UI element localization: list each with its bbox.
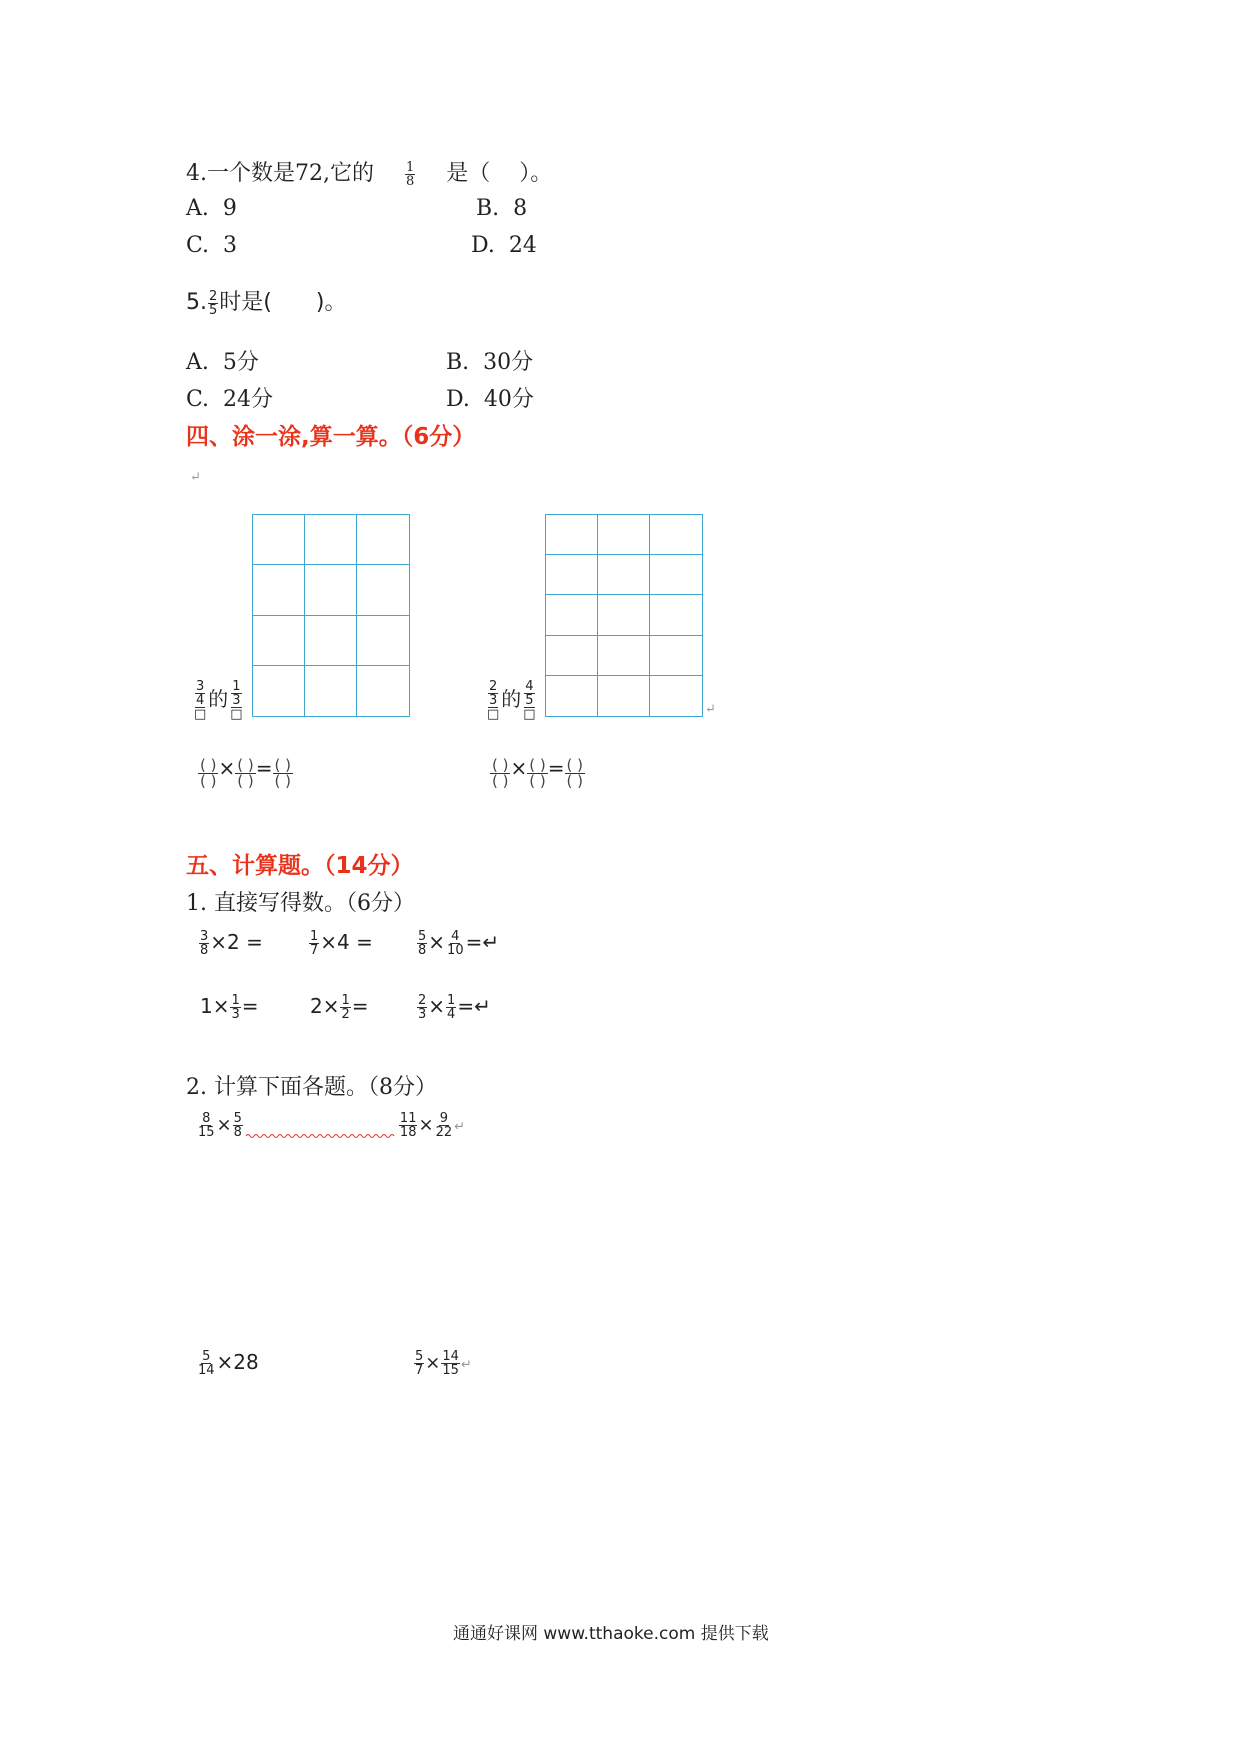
section5-sub1: 1. 直接写得数。（6分） [186,891,415,916]
grid-cell[interactable] [650,515,702,555]
grid-right[interactable] [545,514,703,717]
grid-left[interactable] [252,514,410,717]
grid-cell[interactable] [598,636,650,676]
footer-source: 通通好课网 www.tthaoke.com 提供下载 [453,1624,769,1644]
calc-item: $\frac{5}{8}$ × $\frac{4}{10}$ =↵ [418,929,500,958]
calc-item: $\frac{3}{8}$ ×2 = [200,929,263,958]
spellcheck-underline [246,1133,396,1139]
calc-item: 2× $\frac{1}{2}$ = [310,993,369,1022]
q4-option-c[interactable]: C. 3 [186,233,238,258]
grid-cell[interactable] [305,666,357,716]
q5-option-d[interactable]: D. 40分 [446,387,534,412]
q4-option-a[interactable]: A. 9 [186,196,237,221]
grid-cell[interactable] [253,616,305,666]
calc-item: 1× $\frac{1}{3}$ = [200,993,259,1022]
q5-fraction: $\frac{2}{5}$ [209,288,218,318]
q5-option-b[interactable]: B. 30分 [446,350,534,375]
right-fraction-label: 2 3 □ 的 4 5 □ [487,679,536,722]
grid-cell[interactable] [598,515,650,555]
grid-cell[interactable] [650,555,702,595]
q5-stem: 5. $\frac{2}{5}$ 时是( )。 [186,288,347,318]
grid-cell[interactable] [650,676,702,716]
section5-heading: 五、计算题。（14分） [186,853,414,879]
calc-item: $\frac{2}{3}$ × $\frac{1}{4}$ =↵ [418,993,491,1022]
grid-cell[interactable] [357,515,409,565]
q4-fraction: $\frac{1}{8}$ [406,159,415,189]
calc-problem: $\frac{8}{15}$ × $\frac{5}{8}$ $\frac{11}{18}$ × $\frac{9}{22}$ ↵ [198,1111,466,1140]
grid-cell[interactable] [598,676,650,716]
calc-item: $\frac{1}{7}$ ×4 = [310,929,373,958]
left-fraction-label: 3 4 □ 的 1 3 □ [194,679,243,722]
grid-cell[interactable] [546,676,598,716]
return-mark: ↵ [705,702,716,717]
q4-option-d[interactable]: D. 24 [471,233,537,258]
calc-problem: $\frac{5}{7}$ × $\frac{14}{15}$ ↵ [415,1349,472,1378]
right-equation[interactable]: ( ) ( ) × ( ) ( ) = ( ) ( ) [492,755,583,790]
q4-option-b[interactable]: B. 8 [476,196,528,221]
grid-cell[interactable] [305,565,357,615]
grid-cell[interactable] [546,515,598,555]
grid-cell[interactable] [357,666,409,716]
left-equation[interactable]: ( ) ( ) × ( ) ( ) = ( ) ( ) [200,755,291,790]
q4-stem: 4.一个数是72,它的 $\frac{1}{8}$ 是（ ）。 [186,159,553,189]
grid-cell[interactable] [650,636,702,676]
section5-sub2: 2. 计算下面各题。（8分） [186,1075,437,1100]
grid-cell[interactable] [305,515,357,565]
grid-cell[interactable] [305,616,357,666]
grid-cell[interactable] [598,595,650,635]
q5-option-c[interactable]: C. 24分 [186,387,274,412]
return-mark: ↵ [190,470,201,485]
grid-cell[interactable] [357,616,409,666]
grid-cell[interactable] [546,595,598,635]
grid-cell[interactable] [650,595,702,635]
section4-heading: 四、涂一涂,算一算。（6分） [186,424,476,450]
calc-problem: $\frac{5}{14}$ ×28 [198,1349,259,1378]
grid-cell[interactable] [546,636,598,676]
grid-cell[interactable] [546,555,598,595]
grid-cell[interactable] [253,515,305,565]
grid-cell[interactable] [598,555,650,595]
q5-option-a[interactable]: A. 5分 [186,350,259,375]
grid-cell[interactable] [357,565,409,615]
grid-cell[interactable] [253,565,305,615]
grid-cell[interactable] [253,666,305,716]
